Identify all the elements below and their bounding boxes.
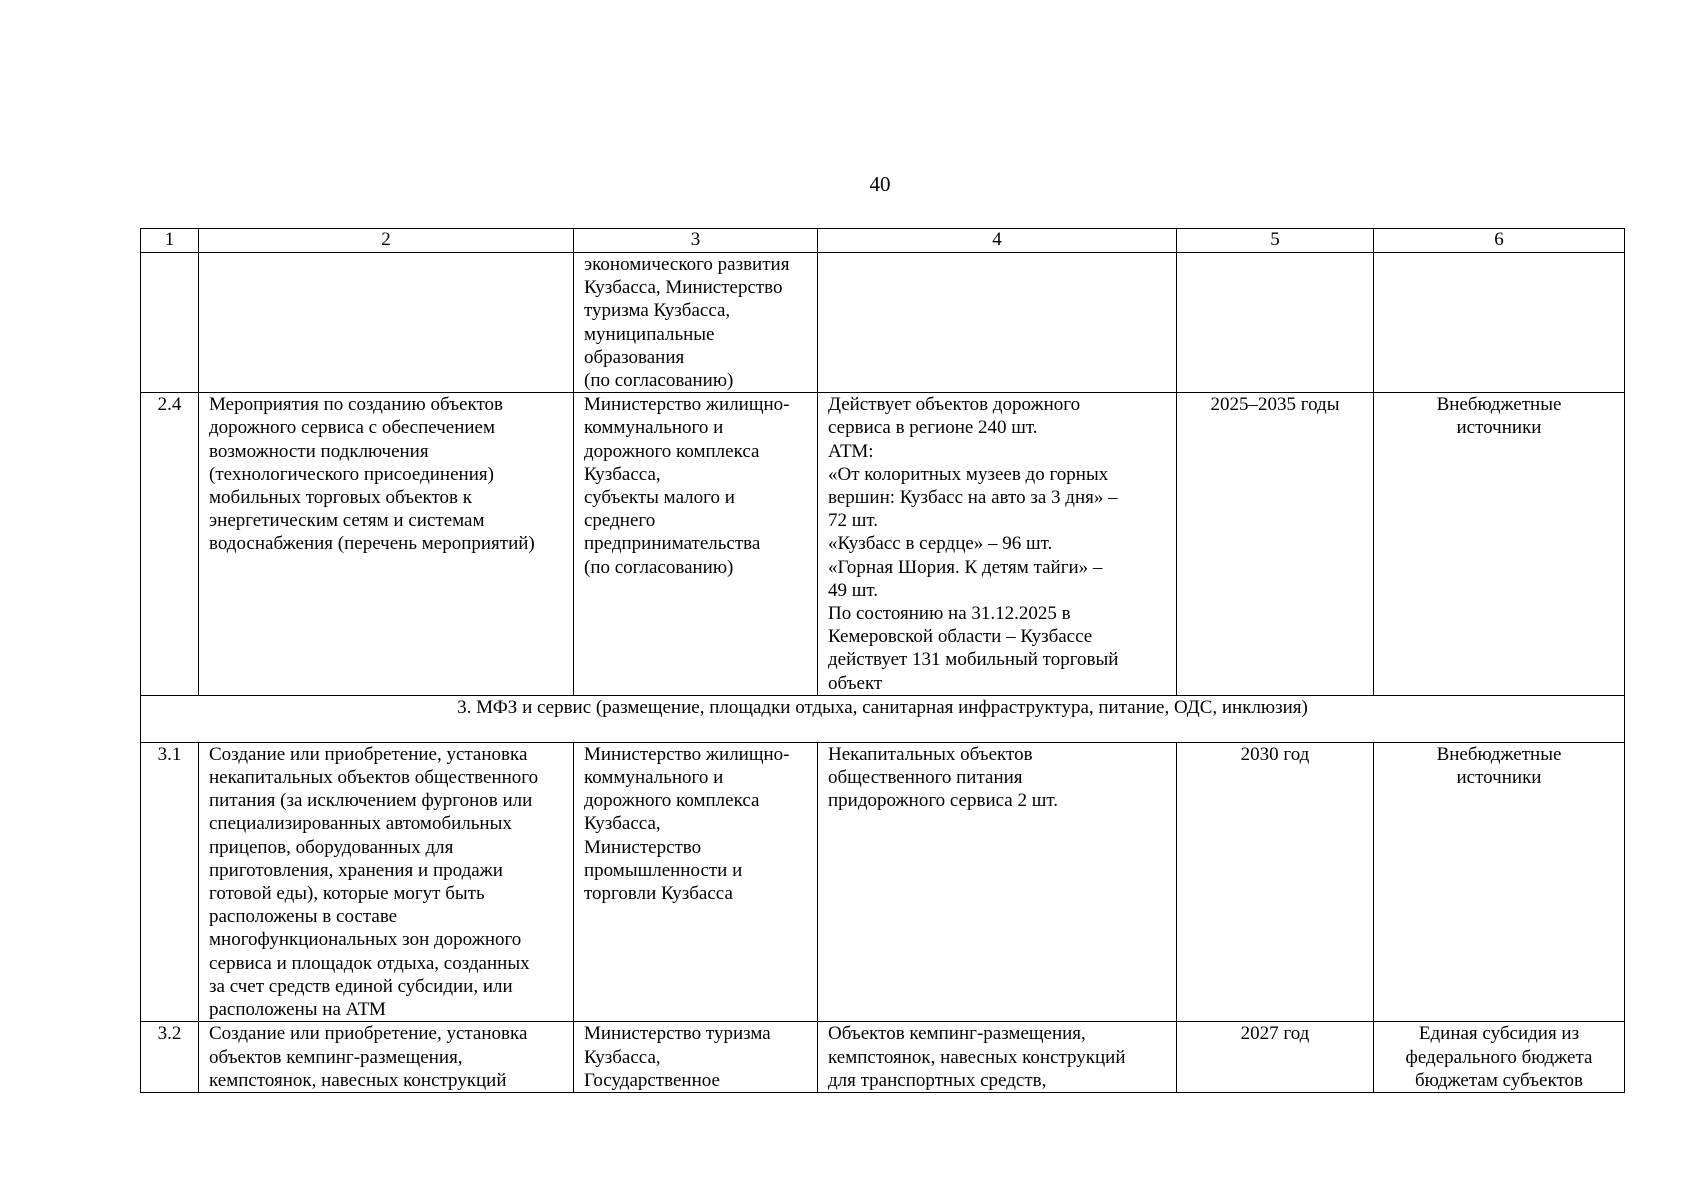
cell-line: мобильных торговых объектов к bbox=[209, 487, 472, 509]
cell-line: Действует объектов дорожного bbox=[828, 394, 1081, 416]
result-cell bbox=[818, 742, 1177, 1021]
period-cell: 2030 год bbox=[1177, 742, 1374, 1021]
cell-line: кемпстоянок, навесных конструкций bbox=[209, 1069, 507, 1091]
result-cell bbox=[818, 253, 1177, 393]
cell-line: (по согласованию) bbox=[584, 370, 734, 392]
cell-line: сервиса и площадок отдыха, созданных bbox=[209, 952, 530, 974]
header-col-5: 5 bbox=[1177, 229, 1374, 253]
cell-line: коммунального и bbox=[584, 417, 724, 439]
result-cell bbox=[818, 393, 1177, 696]
measure-name bbox=[199, 253, 574, 393]
section-heading: 3. МФЗ и сервис (размещение, площадки отдыха, санитарная инфраструктура, питание, ОДС, инклюзия) bbox=[141, 695, 1625, 742]
responsible-cell bbox=[574, 1022, 818, 1093]
cell-line: АТМ: bbox=[828, 440, 874, 462]
cell-line: некапитальных объектов общественного bbox=[209, 767, 539, 789]
cell-line: за счет средств единой субсидии, или bbox=[209, 975, 513, 997]
row-number: 2.4 bbox=[141, 393, 199, 696]
cell-line: Кузбасса, Министерство bbox=[584, 277, 783, 299]
period-cell: 2027 год bbox=[1177, 1022, 1374, 1093]
period-cell bbox=[1177, 253, 1374, 393]
cell-line: действует 131 мобильный торговый bbox=[828, 649, 1119, 671]
source-cell bbox=[1374, 253, 1625, 393]
cell-line: Внебюджетные bbox=[1436, 394, 1562, 416]
cell-line: источники bbox=[1456, 767, 1542, 789]
cell-line: дорожного комплекса bbox=[584, 790, 760, 812]
responsible-cell bbox=[574, 742, 818, 1021]
period-cell: 2025–2035 годы bbox=[1177, 393, 1374, 696]
cell-line: специализированных автомобильных bbox=[209, 813, 512, 835]
cell-line: расположены на АТМ bbox=[209, 999, 386, 1021]
cell-line: образования bbox=[584, 346, 685, 368]
cell-line: По состоянию на 31.12.2025 в bbox=[828, 603, 1071, 625]
cell-line: водоснабжения (перечень мероприятий) bbox=[209, 533, 535, 555]
cell-line: общественного питания bbox=[828, 767, 1023, 789]
cell-line: многофункциональных зон дорожного bbox=[209, 929, 522, 951]
cell-line: Мероприятия по созданию объектов bbox=[209, 394, 503, 416]
cell-line: Министерство туризма bbox=[584, 1023, 771, 1045]
cell-line: «Кузбасс в сердце» – 96 шт. bbox=[828, 533, 1053, 555]
section-row bbox=[141, 695, 1625, 742]
table-row bbox=[141, 253, 1625, 393]
table-row bbox=[141, 393, 1625, 696]
cell-line: Единая субсидия из bbox=[1418, 1023, 1580, 1045]
cell-line: прицепов, оборудованных для bbox=[209, 836, 454, 858]
source-cell bbox=[1374, 742, 1625, 1021]
cell-line: питания (за исключением фургонов или bbox=[209, 790, 533, 812]
cell-line: придорожного сервиса 2 шт. bbox=[828, 790, 1058, 812]
row-number: 3.1 bbox=[141, 742, 199, 1021]
cell-line: Внебюджетные bbox=[1436, 743, 1562, 765]
header-row bbox=[141, 229, 1625, 253]
cell-line: муниципальные bbox=[584, 323, 715, 345]
cell-line: коммунального и bbox=[584, 767, 724, 789]
source-cell bbox=[1374, 393, 1625, 696]
cell-line: объект bbox=[828, 672, 883, 694]
cell-line: Кемеровской области – Кузбассе bbox=[828, 626, 1093, 648]
header-col-6: 6 bbox=[1374, 229, 1625, 253]
cell-line: готовой еды), которые могут быть bbox=[209, 883, 485, 905]
responsible-cell bbox=[574, 393, 818, 696]
cell-line: Кузбасса, bbox=[584, 813, 661, 835]
cell-line: Министерство bbox=[584, 836, 702, 858]
cell-line: Государственное bbox=[584, 1069, 720, 1091]
cell-line: энергетическим сетям и системам bbox=[209, 510, 485, 532]
cell-line: для транспортных средств, bbox=[828, 1069, 1047, 1091]
header-col-3: 3 bbox=[574, 229, 818, 253]
header-col-4: 4 bbox=[818, 229, 1177, 253]
cell-line: промышленности и bbox=[584, 859, 743, 881]
measure-name bbox=[199, 742, 574, 1021]
cell-line: торговли Кузбасса bbox=[584, 883, 733, 905]
cell-line: «От колоритных музеев до горных bbox=[828, 463, 1109, 485]
row-number bbox=[141, 253, 199, 393]
cell-line: вершин: Кузбасс на авто за 3 дня» – bbox=[828, 487, 1118, 509]
cell-line: Некапитальных объектов bbox=[828, 743, 1033, 765]
cell-line: расположены в составе bbox=[209, 906, 398, 928]
cell-line: федерального бюджета bbox=[1405, 1046, 1593, 1068]
cell-line: дорожного сервиса с обеспечением bbox=[209, 417, 495, 439]
cell-line: Создание или приобретение, установка bbox=[209, 1023, 528, 1045]
table-row bbox=[141, 742, 1625, 1021]
cell-line: 49 шт. bbox=[828, 579, 879, 601]
cell-line: субъекты малого и bbox=[584, 487, 735, 509]
cell-line: среднего bbox=[584, 510, 656, 532]
cell-line: (технологического присоединения) bbox=[209, 463, 494, 485]
header-col-1: 1 bbox=[141, 229, 199, 253]
measure-name bbox=[199, 1022, 574, 1093]
cell-line: возможности подключения bbox=[209, 440, 429, 462]
cell-line: сервиса в регионе 240 шт. bbox=[828, 417, 1038, 439]
table-row bbox=[141, 1022, 1625, 1093]
measure-name bbox=[199, 393, 574, 696]
cell-line: дорожного комплекса bbox=[584, 440, 760, 462]
row-number: 3.2 bbox=[141, 1022, 199, 1093]
source-cell bbox=[1374, 1022, 1625, 1093]
cell-line: Министерство жилищно- bbox=[584, 394, 790, 416]
cell-line: «Горная Шория. К детям тайги» – bbox=[828, 556, 1103, 578]
cell-line: туризма Кузбасса, bbox=[584, 300, 731, 322]
cell-line: Объектов кемпинг-размещения, bbox=[828, 1023, 1086, 1045]
page-number: 40 bbox=[869, 172, 891, 196]
cell-line: источники bbox=[1456, 417, 1542, 439]
cell-line: Министерство жилищно- bbox=[584, 743, 790, 765]
result-cell bbox=[818, 1022, 1177, 1093]
cell-line: (по согласованию) bbox=[584, 556, 734, 578]
cell-line: 72 шт. bbox=[828, 510, 879, 532]
cell-line: предпринимательства bbox=[584, 533, 761, 555]
responsible-cell bbox=[574, 253, 818, 393]
cell-line: объектов кемпинг-размещения, bbox=[209, 1046, 463, 1068]
cell-line: экономического развития bbox=[584, 254, 790, 275]
cell-line: кемпстоянок, навесных конструкций bbox=[828, 1046, 1126, 1068]
header-col-2: 2 bbox=[199, 229, 574, 253]
cell-line: Кузбасса, bbox=[584, 463, 661, 485]
cell-line: бюджетам субъектов bbox=[1414, 1069, 1583, 1091]
measures-table bbox=[140, 228, 1625, 1093]
cell-line: приготовления, хранения и продажи bbox=[209, 859, 503, 881]
cell-line: Создание или приобретение, установка bbox=[209, 743, 528, 765]
cell-line: Кузбасса, bbox=[584, 1046, 661, 1068]
